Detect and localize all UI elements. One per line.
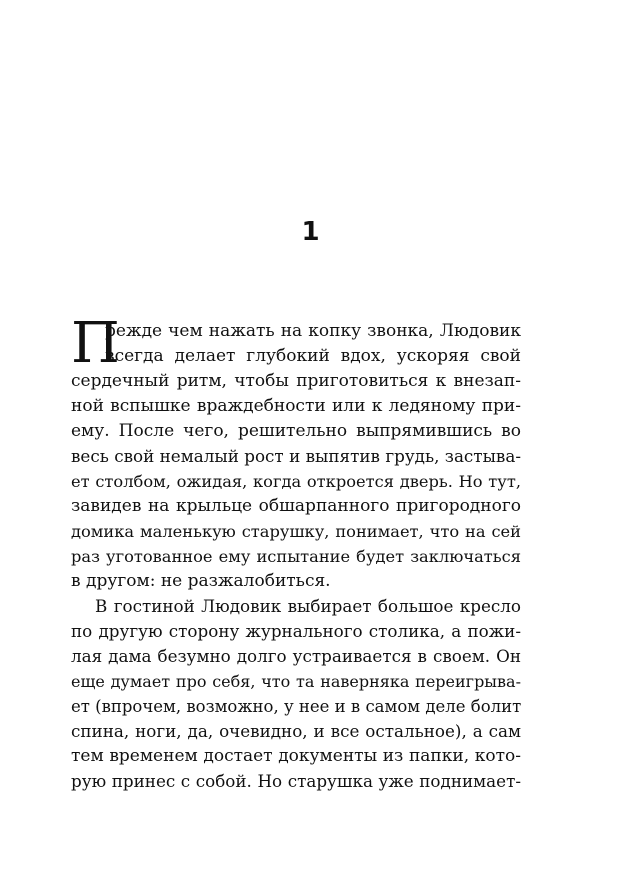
text-line: в другом: не разжалобиться. [71,571,331,591]
text-line: режде чем нажать на копку звонка, Людовик [105,321,521,341]
text-line: ему. После чего, решительно выпрямившись во [71,421,521,441]
text-line: ет (впрочем, возможно, у нее и в самом деле болит [71,697,522,716]
text-line: спина, ноги, да, очевидно, и все остальное), а сам [71,721,521,741]
text-line: рую принес с собой. Но старушка уже поднимает- [71,771,521,791]
text-line: сердечный ритм, чтобы приготовиться к внезап- [71,371,521,391]
text-line: В гостиной Людовик выбирает большое кресло [95,596,521,616]
drop-cap: П [71,311,120,376]
text-line: тем временем достает документы из папки, кото- [71,746,521,766]
text-line: всегда делает глубокий вдох, ускоряя свой [105,346,521,366]
text-line: раз уготованное ему испытание будет заключаться [71,547,521,566]
text-line: еще думает про себя, что та наверняка переигрыва- [71,672,521,691]
text-line: весь свой немалый рост и выпятив грудь, застыва- [71,446,521,466]
text-line: лая дама безумно долго устраивается в своем. Он [71,646,521,666]
text-line: ной вспышке враждебности или к ледяному при- [71,396,521,416]
body-text [71,311,522,794]
text-line: ет столбом, ожидая, когда откроется дверь. Но тут, [71,472,521,491]
text-line: по другую сторону журнального столика, а пожи- [71,621,521,641]
text-line: завидев на крыльце обшарпанного пригородного [71,496,521,516]
text-line: домика маленькую старушку, понимает, что на сей [71,522,521,541]
chapter-number: 1 [301,217,320,247]
